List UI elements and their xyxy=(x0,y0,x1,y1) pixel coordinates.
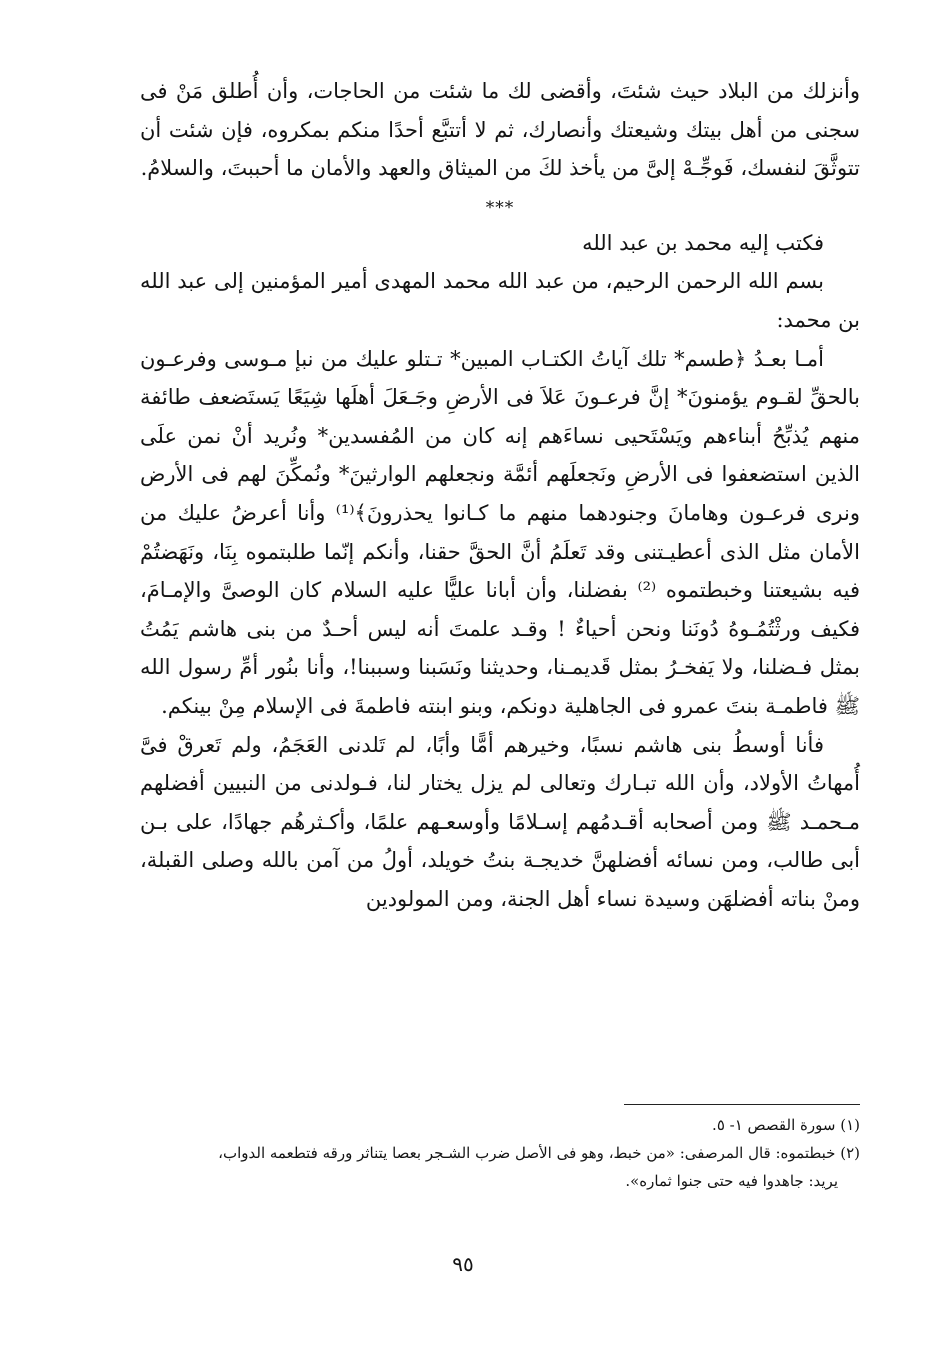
footnote-divider xyxy=(624,1104,860,1105)
page-number: ٩٥ xyxy=(452,1252,474,1276)
footnotes-section xyxy=(140,1104,860,1195)
section-separator: *** xyxy=(485,197,515,218)
letter-body-paragraph: أمـا بعـدُ ﴿طسم* تلك آياتُ الكتـاب المبين* تـتلو عليك من نبإ مـوسى وفرعـون بالحقِّ لقـوم يؤمنونَ* إنَّ فرعـونَ عَلاَ فى الأرضِ وجَـعَلَ أهلَها شِيَعًا يَستَضعف طائفة منهم يُذبِّحُ أبناءهم ويَسْتَحيى نساءَهم إنه كان من المُفسدين* ونُريد أنْ نمن علَى الذين استضعفوا فى الأرضِ ونَجعلَهم أئمَّة ونجعلهم الوارثينَ* ونُمكِّنَ لهم فى الأرض ونرى فرعـون وهامانَ وجنودهما منهم ما كـانوا يحذرونَ﴾⁽¹⁾ وأنا أعرضُ عليك من الأمان مثل الذى أعطيـتنى وقد تَعلَمُ أنَّ الحقَّ حقنا، وأنكم إنّما طلبتموه بِنَا، ونَهَضتُمْ فيه بشيعتنا وخبطتموه ⁽²⁾ بفضلنا، وأن أبانا عليًّا عليه السلام كان الوصىَّ والإمـامَ، فكيف ورثْتُمُـوهُ دُونَنا ونحن أحياءٌ ! وقـد علمتَ أنه ليس أحـدٌ من بنى هاشم يَمُتُ بمثل فـضلنا، ولا يَفخـرُ بمثل قَديمـنا، وحديثنا ونَسَبنا وسببنا!، وأنا بنُور أمِّ رسول الله ﷺ فاطمـة بنتَ عمرو فى الجاهلية دونكم، وبنو ابنته فاطمةَ فى الإسلام مِنْ بينكم. xyxy=(140,346,861,718)
lineage-paragraph: فأنا أوسطُ بنى هاشم نسبًا، وخيرهم أمًّا وأبًا، لم تَلدنى العَجَمُ، ولم تَعرقْ فىَّ أُمهاتُ الأولاد، وأن الله تبـارك وتعالى لم يزل يختار لنا، فـولدنى من النبيين أفضلهم مـحمـد ﷺ ومن أصحابه أقـدمُهم إسـلامًا وأوسعـهم علمًا، وأكـثرهُم جهادًا، على بـن أبى طالب، ومن نسائه أفضلهنَّ خديجـة بنتُ خويلد، أولُ من آمن بالله وصلى القبلة، ومنْ بناته أفضلهَن وسيدة نساء أهل الجنة، ومن المولودين xyxy=(140,732,860,911)
footnote-2: (٢) خبطتموه: قال المرصفى: «من خبط، وهو فى الأصل ضرب الشـجر بعصا يتناثر ورقه فتطعمه الدواب، xyxy=(218,1144,860,1162)
main-text-column xyxy=(140,72,860,918)
letter-heading: فكتب إليه محمد بن عبد الله xyxy=(582,230,824,255)
footnote-1: (١) سورة القصص ١- ٥. xyxy=(712,1116,860,1134)
footnote-2-continuation: يريد: جاهدوا فيه حتى جنوا ثماره». xyxy=(625,1172,838,1190)
basmala-paragraph: بسم الله الرحمن الرحيم، من عبد الله محمد المهدى أمير المؤمنين إلى عبد الله بن محمد: xyxy=(140,269,860,332)
opening-paragraph: وأنزلك من البلاد حيث شئتَ، وأقضى لك ما شئت من الحاجات، وأن أُطلق مَنْ فى سجنى من أهل بيتك وشيعتك وأنصارك، ثم لا أتتبَّع أحدًا منكم بمكروه، فإن شئت أن تتوثَّقَ لنفسك، فَوجِّـهْ إلىَّ من يأخذ لكَ من الميثاق والعهد والأمان ما أحببتَ، والسلامُ. xyxy=(140,79,860,181)
